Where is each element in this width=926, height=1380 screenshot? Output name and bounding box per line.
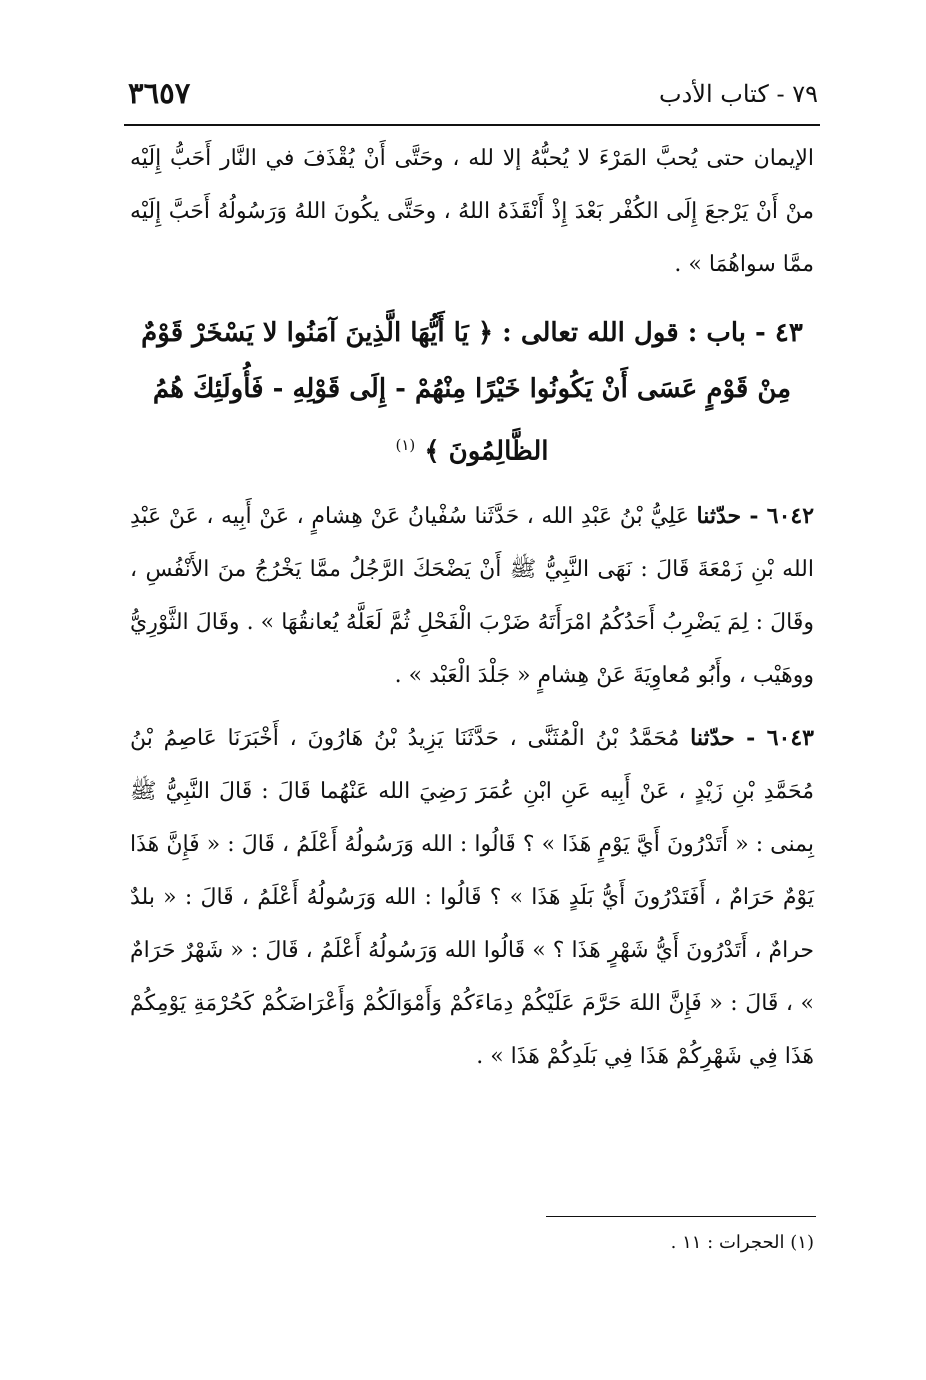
hadith-6043 — [130, 712, 814, 1083]
header-rule — [124, 124, 820, 126]
chapter-title: ٧٩ - كتاب الأدب — [659, 80, 818, 108]
chapter-heading-text: ٤٣ - باب : قول الله تعالى : ﴿ يَا أَيُّهَا الَّذِينَ آمَنُوا لا يَسْخَرْ قَوْمٌ مِنْ قَوْمٍ عَسَى أَنْ يَكُونُوا خَيْرًا مِنْهُمْ - إِلَى قَوْلِهِ - فَأُولَئِكَ هُمُ الظَّالِمُونَ ﴾ — [141, 318, 803, 467]
page-number: ٣٦٥٧ — [128, 76, 191, 110]
hadith-text: مُحَمَّدُ بْنُ الْمُثَنَّى ، حَدَّثَنَا يَزِيدُ بْنُ هَارُونَ ، أَخْبَرَنَا عَاصِمُ بْنُ مُحَمَّدِ بْنِ زَيْدٍ ، عَنْ أَبِيه عَنِ ابْنِ عُمَرَ رَضِيَ الله عَنْهُما قَالَ : قَالَ النَّبِيُّ ﷺ بِمنى : « أَتَدْرُونَ أَيَّ يَوْمٍ هَذَا » ؟ قَالُوا : الله وَرَسُولُهُ أَعْلَمُ ، قَالَ : « فَإِنَّ هَذَا يَوْمٌ حَرَامٌ ، أَفَتَدْرُونَ أَيُّ بَلَدٍ هَذَا » ؟ قَالُوا : الله وَرَسُولُهُ أَعْلَمُ ، قَالَ : « بلدٌ حرامٌ ، أَتَدْرُونَ أَيُّ شَهْرٍ هَذَا ؟ » قَالُوا الله وَرَسُولُهُ أَعْلَمُ ، قَالَ : « شَهْرٌ حَرَامٌ » ، قَالَ : « فَإِنَّ اللهَ حَرَّمَ عَلَيْكُمْ دِمَاءَكُمْ وَأَمْوَالَكُمْ وَأَعْرَاضَكُمْ كَحُرْمَةِ يَوْمِكُمْ هَذَا فِي شَهْرِكُمْ هَذَا فِي بَلَدِكُمْ هَذَا » . — [130, 725, 814, 1069]
hadith-number: ٦٠٤٢ - حدّثنا — [696, 502, 815, 529]
footnote-reference: (١) — [395, 436, 416, 454]
footnote: (١) الحجرات : ١١ . — [670, 1232, 814, 1253]
intro-paragraph: الإيمان حتى يُحبَّ المَرْءَ لا يُحبُّهُ إلا لله ، وحَتَّى أَنْ يُقْذَفَ في النَّار أَحَبُّ إِلَيْه منْ أَنْ يَرْجعَ إِلَى الكُفْر بَعْدَ إِذْ أَنْقَذَهُ اللهُ ، وحَتَّى يكُونَ اللهُ وَرَسُولُهُ أَحَبَّ إِلَيْه ممَّا سواهُمَا » . — [130, 146, 814, 277]
footnote-rule — [546, 1216, 816, 1217]
chapter-heading — [130, 305, 814, 480]
running-header — [128, 74, 818, 118]
hadith-6042 — [130, 490, 814, 702]
main-text — [130, 132, 814, 1083]
hadith-text: عَلِيُّ بْنُ عَبْدِ الله ، حَدَّثَنا سُفْيانُ عَنْ هِشامٍ ، عَنْ أَبِيه ، عَنْ عَبْدِ الله بْنِ زَمْعَةَ قَالَ : نَهَى النَّبِيُّ ﷺ أَنْ يَضْحَكَ الرَّجُلُ ممَّا يَخْرُجُ منَ الأَنْفُسِ ، وقَالَ : لِمَ يَضْرِبُ أَحَدُكُمُ امْرَأَتَهُ ضَرْبَ الْفَحْلِ ثُمَّ لَعَلَّهُ يُعانقُهَا » . وقَالَ الثَّوْرِيُّ ووهَيْب ، وأَبُو مُعاوِيَةَ عَنْ هِشامٍ « جَلْدَ الْعَبْد » . — [130, 503, 814, 688]
hadith-number: ٦٠٤٣ - حدّثنا — [690, 724, 814, 751]
